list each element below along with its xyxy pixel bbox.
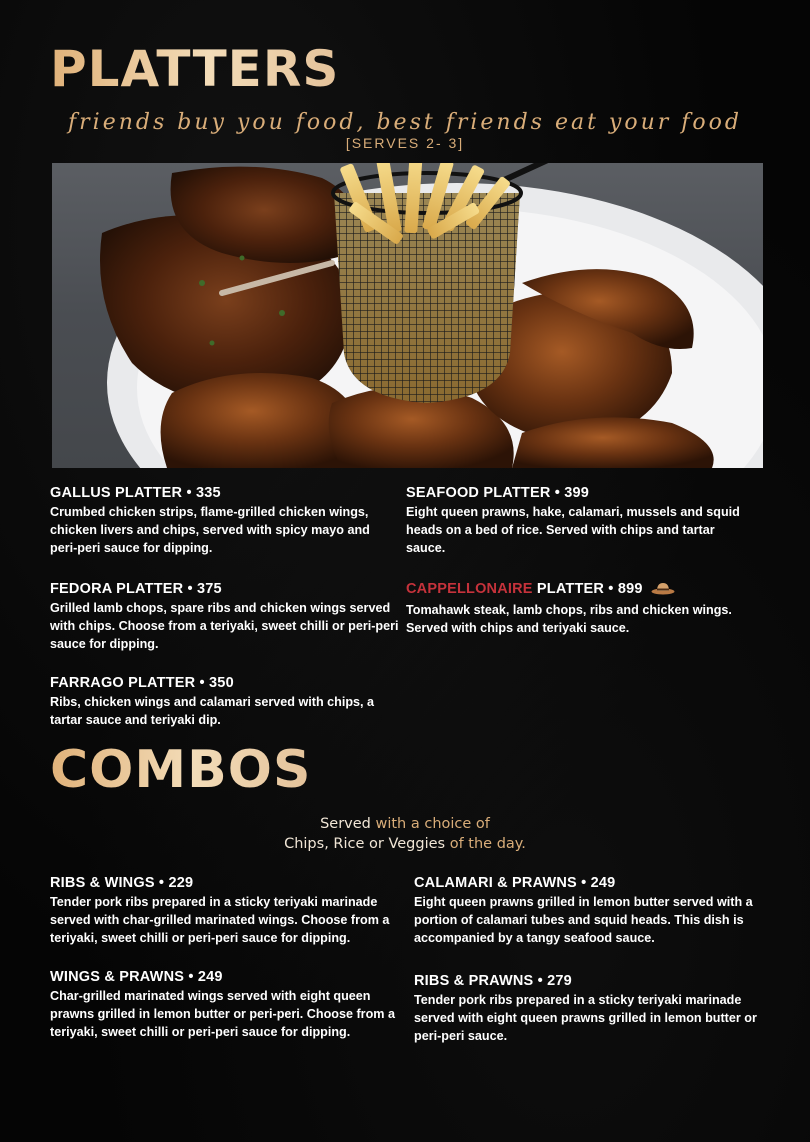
item-title: RIBS & PRAWNS • 279 (414, 973, 572, 989)
item-title: CALAMARI & PRAWNS • 249 (414, 875, 616, 891)
menu-item-fedora-platter (50, 580, 400, 653)
item-description: Tomahawk steak, lamb chops, ribs and chicken wings. Served with chips and teriyaki sauce. (406, 603, 732, 635)
platters-heading: PLATTERS (50, 40, 340, 98)
item-title: SEAFOOD PLATTER • 399 (406, 485, 590, 501)
item-title: GALLUS PLATTER • 335 (50, 485, 221, 501)
item-description: Tender pork ribs prepared in a sticky teriyaki marinade served with eight queen prawns grilled in lemon butter or peri-peri sauce. (414, 993, 757, 1043)
menu-item-wings-prawns (50, 968, 400, 1041)
menu-item-gallus-platter (50, 484, 400, 557)
item-title (406, 580, 766, 600)
menu-item-cappellonaire-platter (406, 580, 766, 637)
menu-item-seafood-platter (406, 484, 751, 557)
serves-note: [SERVES 2- 3] (345, 135, 465, 151)
item-description: Crumbed chicken strips, flame-grilled chicken wings, chicken livers and chips, served with spicy mayo and peri-peri sauce for dipping. (50, 505, 370, 555)
platter-photo (52, 163, 763, 468)
combo-note-line2-b: of the day. (445, 836, 526, 852)
item-title: RIBS & WINGS • 229 (50, 875, 194, 891)
platters-tagline: friends buy you food, best friends eat your food (68, 110, 742, 135)
item-title: WINGS & PRAWNS • 249 (50, 969, 223, 985)
item-description: Tender pork ribs prepared in a sticky teriyaki marinade served with char-grilled marinated wings. Choose from a teriyaki, sweet chilli or peri-peri sauce for dipping. (50, 895, 390, 945)
item-description: Grilled lamb chops, spare ribs and chicken wings served with chips. Choose from a teriyaki, sweet chilli or peri-peri sauce for dipping. (50, 601, 399, 651)
item-description: Eight queen prawns grilled in lemon butter served with a portion of calamari tubes and squid heads. This dish is accompanied by a tangy seafood sauce. (414, 895, 753, 945)
menu-item-calamari-prawns (414, 874, 764, 947)
menu-item-ribs-prawns (414, 972, 764, 1045)
item-title: FEDORA PLATTER • 375 (50, 581, 222, 597)
platter-illustration (52, 163, 763, 468)
combo-note-line1-b: with a choice of (370, 816, 490, 832)
item-description: Ribs, chicken wings and calamari served with chips, a tartar sauce and teriyaki dip. (50, 695, 375, 727)
combos-note (0, 814, 810, 854)
combo-note-line2-a: Chips, Rice or Veggies (284, 836, 446, 852)
menu-item-farrago-platter (50, 674, 400, 729)
item-description: Eight queen prawns, hake, calamari, mussels and squid heads on a bed of rice. Served with chips and tartar sauce. (406, 505, 740, 555)
menu-item-ribs-wings (50, 874, 400, 947)
combos-heading: COMBOS (50, 740, 312, 800)
brand-name: CAPPELLONAIRE (406, 581, 533, 597)
item-title-rest: PLATTER • 899 (532, 581, 643, 597)
hat-icon (651, 581, 675, 600)
combo-note-line1-a: Served (320, 816, 371, 832)
item-description: Char-grilled marinated wings served with eight queen prawns grilled in lemon butter or peri-peri. Choose from a teriyaki, sweet chilli or peri-peri sauce for dipping. (50, 989, 395, 1039)
item-title: FARRAGO PLATTER • 350 (50, 675, 234, 691)
